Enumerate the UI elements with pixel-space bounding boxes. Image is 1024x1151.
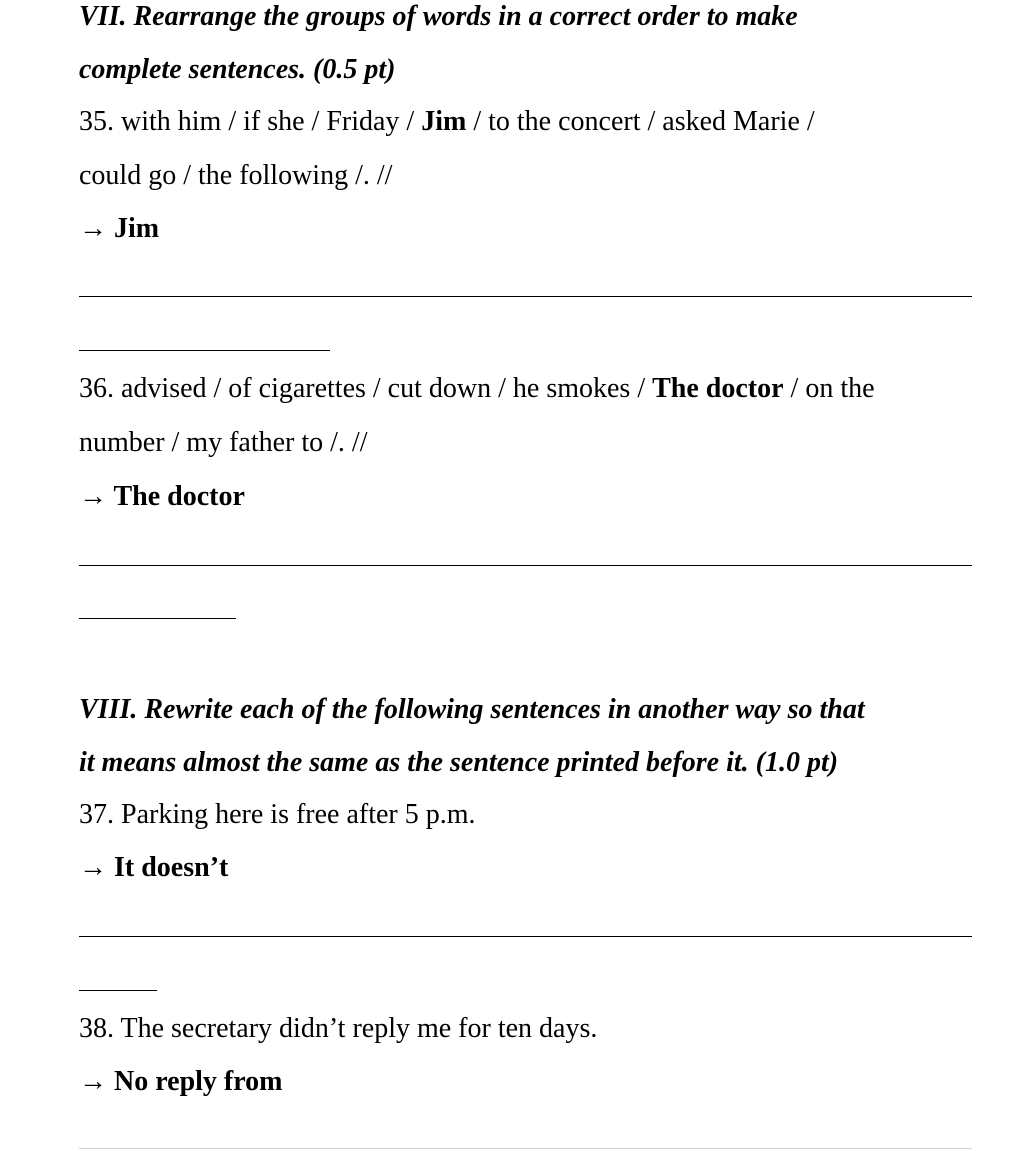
question-35-answer-line-2[interactable] — [79, 350, 330, 351]
section-8-heading-line-1: VIII. Rewrite each of the following sentences in another way so that — [79, 694, 865, 725]
question-38-answer-prompt — [79, 1065, 283, 1099]
question-35-line-1 — [79, 105, 815, 139]
question-35-subject: Jim — [421, 106, 467, 137]
question-38-answer-start: No reply from — [114, 1066, 283, 1097]
question-38-answer-line-1[interactable] — [79, 1148, 972, 1149]
question-36-answer-line-1[interactable] — [79, 565, 972, 566]
section-7-heading-line-1: VII. Rearrange the groups of words in a correct order to make — [79, 1, 798, 32]
arrow-icon: → — [79, 213, 107, 244]
question-37-answer-start: It doesn’t — [114, 852, 229, 883]
question-35-line-2: could go / the following /. // — [79, 160, 393, 191]
section-8-heading-line-2: it means almost the same as the sentence printed before it. (1.0 pt) — [79, 747, 839, 778]
question-35-text-a: 35. with him / if she / Friday / — [79, 106, 422, 137]
section-7-heading-line-2: complete sentences. (0.5 pt) — [79, 54, 396, 85]
question-37-answer-line-1[interactable] — [79, 936, 972, 937]
question-36-text-b: / on the — [783, 373, 875, 404]
question-37-answer-prompt — [79, 851, 228, 885]
question-35-answer-prompt — [79, 212, 159, 246]
question-35-text-b: / to the concert / asked Marie / — [466, 106, 815, 137]
question-36-line-1 — [79, 372, 875, 406]
question-36-line-2: number / my father to /. // — [79, 427, 368, 458]
question-38-text: 38. The secretary didn’t reply me for ten days. — [79, 1013, 598, 1044]
question-37-text: 37. Parking here is free after 5 p.m. — [79, 799, 476, 830]
question-36-answer-line-2[interactable] — [79, 618, 236, 619]
question-35-answer-start: Jim — [114, 213, 160, 244]
question-36-answer-start: The doctor — [113, 481, 245, 512]
question-37-answer-line-2[interactable] — [79, 990, 157, 991]
question-36-answer-prompt — [79, 480, 245, 514]
question-36-subject: The doctor — [652, 373, 784, 404]
arrow-icon: → — [79, 852, 107, 883]
question-35-answer-line-1[interactable] — [79, 296, 972, 297]
question-36-text-a: 36. advised / of cigarettes / cut down / he smokes / — [79, 373, 653, 404]
arrow-icon: → — [79, 481, 107, 512]
arrow-icon: → — [79, 1066, 107, 1097]
